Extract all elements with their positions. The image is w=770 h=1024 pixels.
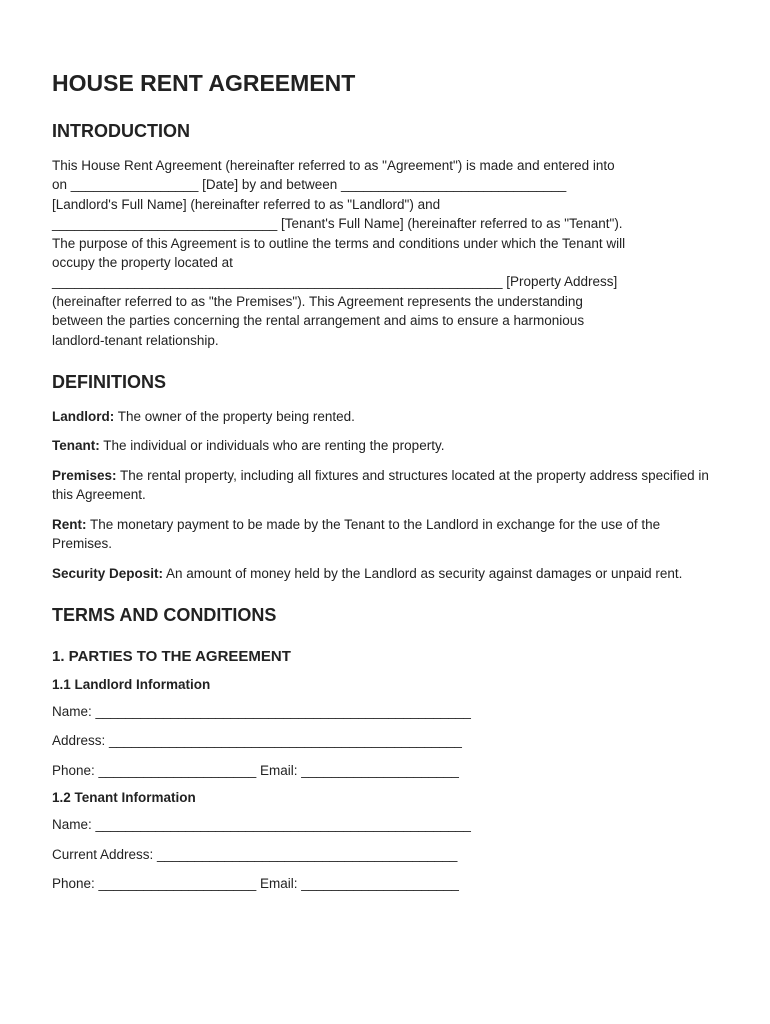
tenant-name-field: Name: __________________________________________________ — [52, 817, 471, 833]
definition-tenant — [52, 436, 718, 455]
tenant-address-field: Current Address: ________________________________________ — [52, 846, 458, 862]
definitions-heading: DEFINITIONS — [52, 372, 167, 393]
intro-line: This House Rent Agreement (hereinafter referred to as "Agreement") is made and entered into — [52, 158, 615, 173]
definition-landlord — [52, 407, 718, 426]
landlord-name-field: Name: __________________________________________________ — [52, 703, 471, 719]
intro-line: [Landlord's Full Name] (hereinafter referred to as "Landlord") and — [52, 196, 441, 212]
definition-term: Premises: — [52, 467, 117, 483]
landlord-address-field: Address: _______________________________________________ — [52, 733, 462, 749]
terms-heading: TERMS AND CONDITIONS — [52, 604, 277, 625]
definition-text: The monetary payment to be made by the Tenant to the Landlord in exchange for the use of the Premises. — [52, 516, 661, 552]
intro-line: occupy the property located at — [52, 255, 233, 271]
document-title: HOUSE RENT AGREEMENT — [52, 70, 356, 96]
intro-line: between the parties concerning the rental arrangement and aims to ensure a harmonious — [52, 313, 585, 329]
definition-term: Rent: — [52, 516, 87, 532]
intro-line: ______________________________ [Tenant's Full Name] (hereinafter referred to as "Tenant"). — [52, 216, 623, 232]
intro-line: ____________________________________________________________ [Property Address] — [52, 274, 618, 290]
parties-heading: 1. PARTIES TO THE AGREEMENT — [52, 647, 291, 665]
definition-text: An amount of money held by the Landlord as security against damages or unpaid rent. — [163, 565, 683, 581]
definition-premises — [52, 466, 718, 505]
landlord-info-heading: 1.1 Landlord Information — [52, 676, 211, 692]
intro-line: The purpose of this Agreement is to outline the terms and conditions under which the Tenant will — [52, 235, 626, 251]
intro-line: landlord-tenant relationship. — [52, 332, 219, 348]
intro-line: (hereinafter referred to as "the Premises"). This Agreement represents the understanding — [52, 293, 583, 309]
landlord-phone-email-field: Phone: _____________________ Email: _____________________ — [52, 762, 459, 778]
definition-text: The owner of the property being rented. — [114, 409, 355, 425]
definition-term: Landlord: — [52, 409, 115, 425]
tenant-phone-email-field: Phone: _____________________ Email: _____________________ — [52, 875, 459, 891]
definition-term: Security Deposit: — [52, 565, 164, 581]
definition-rent — [52, 515, 718, 554]
definition-text: The individual or individuals who are renting the property. — [99, 438, 445, 454]
definition-security-deposit — [52, 564, 718, 583]
definition-text: The rental property, including all fixtures and structures located at the property address specified in this Agreement. — [52, 467, 709, 503]
introduction-paragraph — [52, 156, 718, 350]
tenant-info-heading: 1.2 Tenant Information — [52, 790, 196, 806]
definition-term: Tenant: — [52, 438, 100, 454]
introduction-heading: INTRODUCTION — [52, 121, 190, 141]
intro-line: on _________________ [Date] by and between ______________________________ — [52, 177, 567, 193]
definitions-list — [52, 407, 718, 583]
